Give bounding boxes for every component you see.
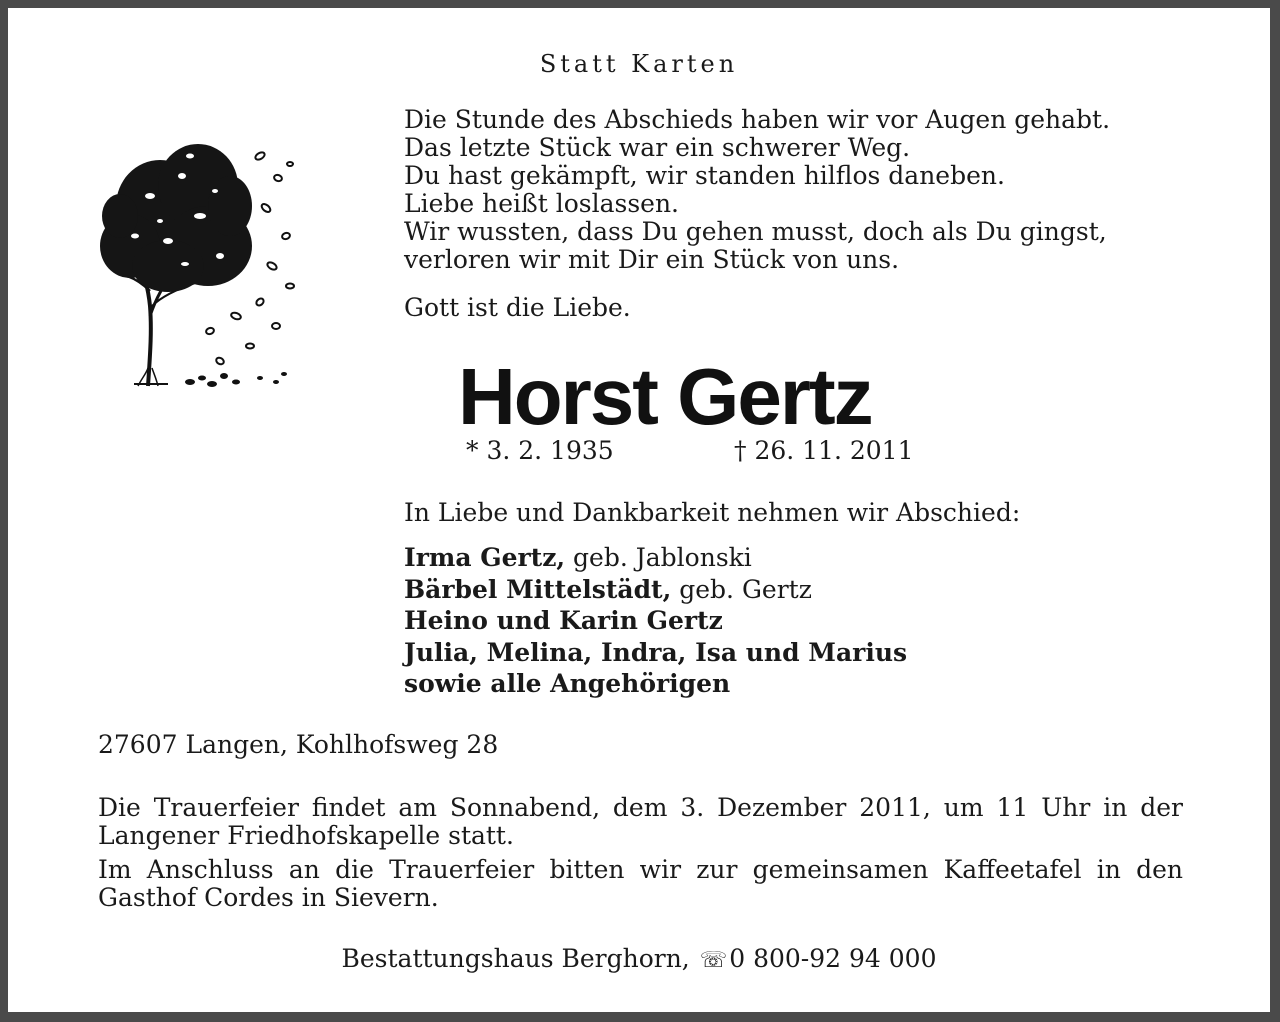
obituary-card: [8, 8, 1270, 1012]
poem-line: Das letzte Stück war ein schwerer Weg.: [404, 133, 911, 162]
poem: [404, 106, 1110, 274]
mourner-name: sowie alle Angehörigen: [404, 669, 731, 698]
mourner-row: [404, 668, 907, 700]
death-date: † 26. 11. 2011: [734, 436, 914, 465]
mourner-name: Bärbel Mittelstädt,: [404, 574, 672, 604]
poem-line: Liebe heißt loslassen.: [404, 189, 679, 218]
mourner-row: [404, 637, 907, 669]
mourner-name: Julia, Melina, Indra, Isa und Marius: [404, 637, 908, 667]
mourner-row: [404, 574, 907, 606]
poem-line: Du hast gekämpft, wir standen hilflos daneben.: [404, 161, 1005, 190]
mourner-note: geb. Jablonski: [565, 543, 752, 572]
reception-notice: Im Anschluss an die Trauerfeier bitten wir zur gemeinsamen Kaffeetafel in den Gasthof Cordes in Sievern.: [98, 855, 1183, 912]
mourner-name: Heino und Karin Gertz: [404, 606, 723, 635]
poem-line: verloren wir mit Dir ein Stück von uns.: [404, 245, 900, 274]
phone-number: 0 800-92 94 000: [729, 944, 937, 973]
telephone-icon: ☏: [699, 948, 728, 973]
funeral-home-contact: [8, 944, 1270, 976]
birth-date: * 3. 2. 1935: [466, 436, 614, 465]
poem-line: Die Stunde des Abschieds haben wir vor Augen gehabt.: [404, 105, 1111, 134]
deceased-name: Horst Gertz: [458, 352, 872, 441]
mourners-list: [404, 542, 907, 700]
mourner-note: geb. Gertz: [671, 574, 812, 604]
address: 27607 Langen, Kohlhofsweg 28: [98, 730, 499, 759]
tree-with-falling-leaves-icon: [90, 116, 300, 392]
mourner-row: [404, 605, 907, 637]
ceremony-notice: Die Trauerfeier findet am Sonnabend, dem 3. Dezember 2011, um 11 Uhr in der Langener Friedhofskapelle statt.: [98, 793, 1183, 850]
funeral-home-name: Bestattungshaus Berghorn,: [341, 944, 690, 973]
mourner-name: Irma Gertz,: [404, 543, 566, 572]
farewell-intro: In Liebe und Dankbarkeit nehmen wir Abschied:: [404, 498, 1021, 527]
motto: Gott ist die Liebe.: [404, 293, 631, 322]
poem-line: Wir wussten, dass Du gehen musst, doch als Du gingst,: [404, 217, 1107, 246]
header-title: Statt Karten: [539, 50, 739, 78]
mourner-row: [404, 542, 907, 574]
